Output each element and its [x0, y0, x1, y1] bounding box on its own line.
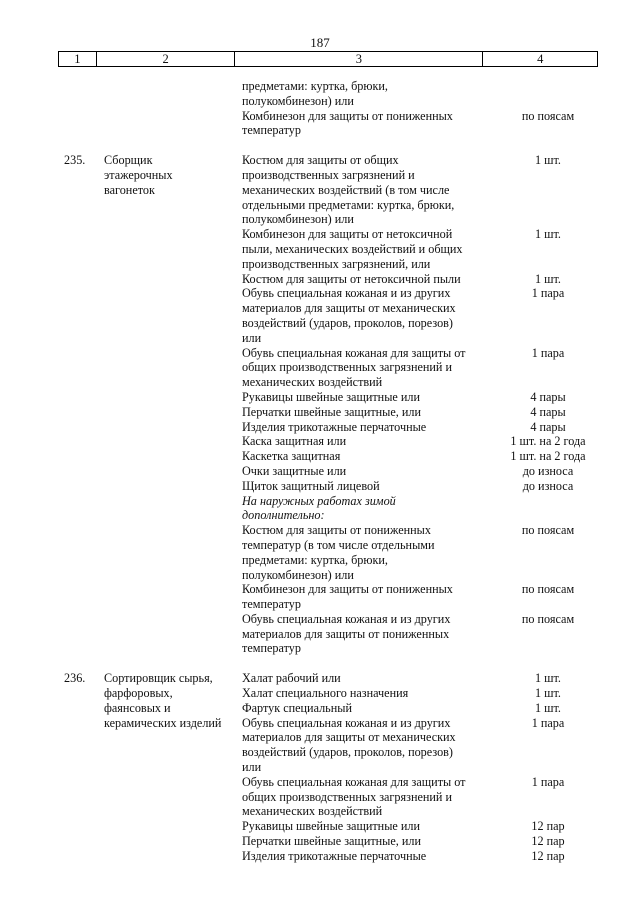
- description-line: полукомбинезон) или: [242, 567, 354, 582]
- item-description: [242, 612, 484, 656]
- item-description: [242, 434, 484, 449]
- description-line: воздействий (ударов, проколов, порезов): [242, 315, 453, 330]
- item-description: [242, 272, 484, 287]
- description-line: температур: [242, 123, 301, 138]
- item-description: [242, 390, 484, 405]
- ppe-items: [242, 671, 598, 863]
- item-norm: 1 шт.: [535, 700, 561, 715]
- item-description: [242, 775, 484, 819]
- description-line: производственных загрязнений и: [242, 167, 415, 182]
- item-norm: по поясам: [521, 611, 575, 626]
- description-line: предметами: куртка, брюки,: [242, 79, 388, 93]
- item-norm: [484, 494, 598, 524]
- item-description: [242, 286, 484, 345]
- description-line: Обувь специальная кожаная для защиты от: [242, 774, 466, 789]
- item-description: [242, 671, 484, 686]
- item-description: [242, 849, 484, 864]
- description-line: производственных загрязнений, или: [242, 256, 431, 271]
- ppe-item: [242, 523, 598, 582]
- item-norm: 1 пара: [531, 286, 565, 301]
- item-norm: 1 шт.: [535, 271, 561, 286]
- description-line: Обувь специальная кожаная и из других: [242, 715, 451, 730]
- description-line: Перчатки швейные защитные, или: [242, 404, 422, 419]
- ppe-item: [242, 464, 598, 479]
- description-line: материалов для защиты от пониженных: [242, 626, 450, 641]
- description-line: Обувь специальная кожаная для защиты от: [242, 345, 466, 360]
- description-line: Каскетка защитная: [242, 449, 341, 464]
- description-line: Комбинезон для защиты от пониженных: [242, 108, 453, 123]
- description-line: Очки защитные или: [242, 463, 347, 478]
- profession-line: Сортировщик сырья,: [104, 671, 213, 686]
- description-line: механических воздействий: [242, 804, 383, 819]
- description-line: материалов для защиты от механических: [242, 730, 456, 745]
- item-norm: 4 пары: [530, 419, 566, 434]
- ppe-item: [242, 109, 598, 139]
- description-line: материалов для защиты от механических: [242, 301, 456, 316]
- item-description: [242, 819, 484, 834]
- item-description: [242, 109, 484, 139]
- ppe-item: [242, 775, 598, 819]
- description-line: На наружных работах зимой: [242, 493, 396, 508]
- ppe-item: [242, 405, 598, 420]
- table-row: [58, 671, 598, 863]
- ppe-item: [242, 582, 598, 612]
- table-body: [58, 79, 598, 864]
- item-norm: по поясам: [521, 582, 575, 597]
- ppe-item: [242, 227, 598, 271]
- description-line: Костюм для защиты от общих: [242, 153, 399, 168]
- ppe-item: [242, 79, 598, 109]
- item-norm: 4 пары: [530, 389, 566, 404]
- ppe-item: [242, 671, 598, 686]
- description-line: Фартук специальный: [242, 700, 352, 715]
- ppe-items: [242, 79, 598, 138]
- item-norm: 4 пары: [530, 404, 566, 419]
- column-header-row: [58, 51, 598, 67]
- column-header-1: 1: [59, 52, 97, 66]
- item-norm: [484, 79, 598, 109]
- description-line: отдельными предметами: куртка, брюки,: [242, 197, 455, 212]
- ppe-item: [242, 701, 598, 716]
- description-line: или: [242, 760, 262, 775]
- item-description: [242, 834, 484, 849]
- description-line: температур: [242, 641, 301, 656]
- ppe-item: [242, 390, 598, 405]
- table-row: [58, 153, 598, 656]
- item-norm: до износа: [522, 478, 574, 493]
- description-line: общих производственных загрязнений и: [242, 789, 453, 804]
- description-line: общих производственных загрязнений и: [242, 360, 453, 375]
- ppe-item: [242, 834, 598, 849]
- profession-name: [102, 79, 242, 138]
- ppe-item: [242, 153, 598, 227]
- item-norm: 12 пар: [531, 819, 565, 834]
- item-norm: до износа: [522, 463, 574, 478]
- column-header-2: 2: [97, 52, 235, 66]
- item-norm: 12 пар: [531, 848, 565, 863]
- description-line: Обувь специальная кожаная и из других: [242, 286, 451, 301]
- item-norm: 12 пар: [531, 834, 565, 849]
- item-norm: 1 шт.: [535, 153, 561, 168]
- ppe-item: [242, 819, 598, 834]
- ppe-item: [242, 716, 598, 775]
- item-norm: по поясам: [521, 108, 575, 123]
- description-line: Изделия трикотажные перчаточные: [242, 848, 427, 863]
- ppe-item: [242, 686, 598, 701]
- profession-line: фаянсовых и: [104, 700, 171, 715]
- item-description: [242, 405, 484, 420]
- ppe-item: [242, 449, 598, 464]
- item-description: [242, 494, 484, 524]
- description-line: Костюм для защиты от нетоксичной пыли: [242, 271, 461, 286]
- item-norm: 1 пара: [531, 774, 565, 789]
- section-note: [242, 494, 598, 524]
- item-description: [242, 479, 484, 494]
- item-description: [242, 701, 484, 716]
- row-number: 236.: [64, 671, 86, 686]
- description-line: Костюм для защиты от пониженных: [242, 523, 431, 538]
- item-norm: 1 шт. на 2 года: [510, 434, 586, 449]
- description-line: или: [242, 330, 262, 345]
- description-line: полукомбинезон) или: [242, 93, 354, 108]
- profession-line: керамических изделий: [104, 715, 222, 730]
- profession-line: фарфоровых,: [104, 686, 173, 701]
- description-line: воздействий (ударов, проколов, порезов): [242, 745, 453, 760]
- item-description: [242, 346, 484, 390]
- ppe-item: [242, 434, 598, 449]
- item-norm: 1 шт. на 2 года: [510, 449, 586, 464]
- description-line: температур: [242, 597, 301, 612]
- table-row: [58, 79, 598, 138]
- description-line: Халат рабочий или: [242, 671, 341, 686]
- description-line: пыли, механических воздействий и общих: [242, 241, 463, 256]
- item-description: [242, 523, 484, 582]
- item-description: [242, 716, 484, 775]
- ppe-item: [242, 272, 598, 287]
- column-header-4: 4: [537, 52, 544, 66]
- item-norm: 1 пара: [531, 345, 565, 360]
- description-line: температур (в том числе отдельными: [242, 537, 435, 552]
- ppe-item: [242, 849, 598, 864]
- item-norm: по поясам: [521, 523, 575, 538]
- item-description: [242, 464, 484, 479]
- description-line: Изделия трикотажные перчаточные: [242, 419, 427, 434]
- item-description: [242, 153, 484, 227]
- ppe-item: [242, 420, 598, 435]
- description-line: Щиток защитный лицевой: [242, 478, 380, 493]
- item-norm: 1 шт.: [535, 671, 561, 686]
- profession-line: этажерочных: [104, 167, 173, 182]
- column-header-3: 3: [235, 52, 483, 66]
- item-description: [242, 79, 484, 109]
- description-line: предметами: куртка, брюки,: [242, 552, 388, 567]
- item-description: [242, 227, 484, 271]
- description-line: полукомбинезон) или: [242, 212, 354, 227]
- description-line: Рукавицы швейные защитные или: [242, 819, 420, 834]
- item-description: [242, 582, 484, 612]
- profession-line: Сборщик: [104, 153, 153, 168]
- item-description: [242, 420, 484, 435]
- row-number: 235.: [64, 153, 86, 168]
- description-line: Каска защитная или: [242, 434, 347, 449]
- description-line: Халат специального назначения: [242, 686, 409, 701]
- description-line: механических воздействий: [242, 375, 383, 390]
- item-norm: 1 шт.: [535, 227, 561, 242]
- page-number: 187: [310, 35, 330, 50]
- description-line: Комбинезон для защиты от нетоксичной: [242, 227, 453, 242]
- description-line: механических воздействий (в том числе: [242, 182, 450, 197]
- description-line: дополнительно:: [242, 508, 325, 523]
- row-number: [58, 79, 102, 138]
- profession-name: [102, 153, 242, 656]
- description-line: Обувь специальная кожаная и из других: [242, 611, 451, 626]
- item-norm: 1 шт.: [535, 686, 561, 701]
- ppe-item: [242, 612, 598, 656]
- profession-line: вагонеток: [104, 182, 155, 197]
- ppe-item: [242, 286, 598, 345]
- item-norm: 1 пара: [531, 715, 565, 730]
- ppe-item: [242, 479, 598, 494]
- ppe-item: [242, 346, 598, 390]
- description-line: Комбинезон для защиты от пониженных: [242, 582, 453, 597]
- item-description: [242, 686, 484, 701]
- item-description: [242, 449, 484, 464]
- description-line: Перчатки швейные защитные, или: [242, 834, 422, 849]
- profession-name: [102, 671, 242, 863]
- ppe-items: [242, 153, 598, 656]
- description-line: Рукавицы швейные защитные или: [242, 389, 420, 404]
